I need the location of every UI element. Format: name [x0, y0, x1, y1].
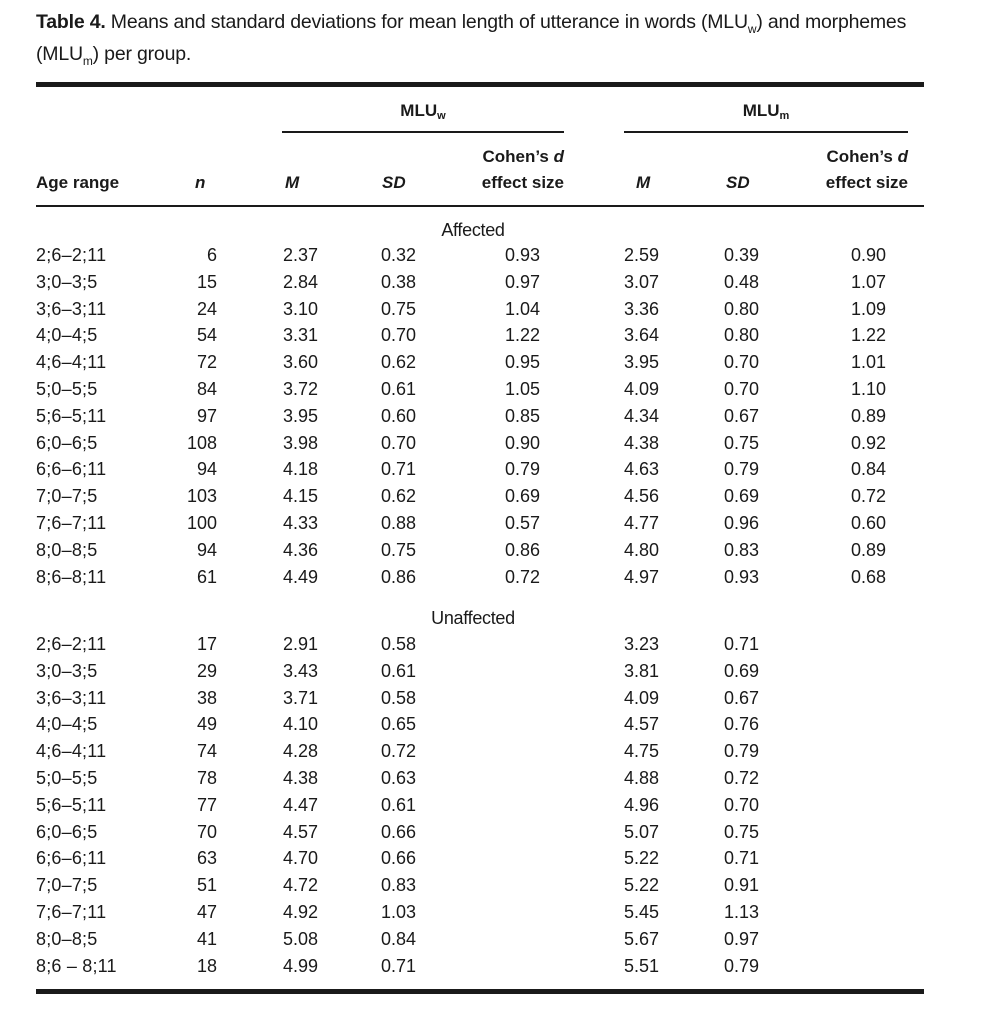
table-row: [0, 376, 1000, 403]
mlu-w-mean-cell: 2.37: [283, 245, 319, 265]
table-row: [0, 296, 1000, 323]
mlu-m-sd-cell: 0.67: [724, 687, 760, 708]
col-header-n: n: [195, 173, 206, 192]
mlu-m-cohens-d-cell: 0.68: [850, 566, 886, 587]
mlu-m-sd-cell: 0.79: [724, 955, 760, 976]
caption-sub-w: w: [747, 21, 757, 36]
mlu-m-mean-cell: 5.45: [624, 902, 660, 922]
age-cell: 6;0–6;5: [36, 821, 98, 842]
n-cell: 94: [196, 459, 217, 480]
m-effect-size: effect size: [825, 173, 908, 192]
mlu-m-sd-cell: 0.70: [724, 352, 760, 373]
mlu-w-mean-cell: 3.98: [283, 432, 319, 453]
age-cell: 5;6–5;11: [36, 405, 107, 426]
mlu-m-sd-cell: 0.75: [724, 821, 760, 842]
age-cell: 6;6–6;11: [36, 459, 107, 480]
mlu-w-mean-cell: 4.47: [283, 794, 319, 815]
caption-sub-m: m: [82, 53, 93, 68]
n-cell: 78: [196, 768, 217, 788]
mlu-w-cohens-d-cell: 0.69: [504, 486, 540, 507]
mlu-w-group-header: [282, 100, 564, 127]
age-cell: 4;0–4;5: [36, 325, 98, 346]
n-cell: 77: [196, 794, 217, 815]
age-cell: 3;6–3;11: [36, 687, 107, 708]
age-cell: 8;6–8;11: [36, 566, 107, 587]
mlu-m-mean-cell: 5.07: [624, 821, 660, 842]
age-cell: 8;0–8;5: [36, 539, 98, 560]
mlu-m-cohens-d-cell: 1.01: [850, 352, 886, 373]
mlu-w-sd-cell: 0.38: [381, 271, 417, 292]
mlu-w-mean-cell: 4.92: [283, 902, 319, 922]
mlu-w-mean-cell: 3.72: [283, 379, 319, 399]
mlu-m-cohens-d-cell: 1.22: [850, 325, 886, 346]
mlu-w-sd-cell: 0.63: [381, 768, 417, 788]
n-cell: 97: [196, 405, 217, 426]
mlu-m-sd-cell: 0.75: [724, 432, 760, 453]
age-cell: 4;0–4;5: [36, 714, 98, 735]
mlu-w-sd-cell: 0.61: [381, 794, 417, 815]
section-title-affected: Affected: [441, 220, 505, 240]
mlu-m-mean-cell: 4.56: [624, 486, 660, 507]
mlu-m-subrule: [624, 131, 908, 133]
top-rule: [36, 82, 924, 87]
table-row: [0, 510, 1000, 537]
mlu-w-sd-cell: 0.61: [381, 379, 417, 399]
mlu-m-mean-cell: 4.96: [624, 794, 660, 815]
mlu-w-cohens-d-cell: 1.22: [504, 325, 540, 346]
mlu-w-mean-cell: 4.49: [283, 566, 319, 587]
mlu-w-mean-cell: 2.91: [283, 634, 319, 654]
mlu-w-mean-cell: 4.57: [283, 821, 319, 842]
mlu-w-mean-cell: 3.10: [283, 298, 319, 319]
mlu-w-mean-cell: 4.10: [283, 714, 319, 735]
mlu-m-cohens-d-cell: 0.90: [850, 245, 886, 265]
col-header-m-cohens-d: [784, 144, 908, 196]
n-cell: 84: [196, 379, 217, 399]
mlu-w-sd-cell: 0.58: [381, 687, 417, 708]
mlu-m-sd-cell: 0.80: [724, 325, 760, 346]
mlu-w-cohens-d-cell: 0.57: [504, 513, 540, 533]
mlu-m-sd-cell: 0.70: [724, 379, 760, 399]
bottom-rule: [36, 989, 924, 994]
mlu-m-group-header: [624, 100, 908, 127]
n-cell: 18: [196, 955, 217, 976]
caption-text-3: ) per group.: [92, 42, 192, 65]
n-cell: 61: [196, 566, 217, 587]
col-header-w-mean: M: [285, 173, 300, 192]
table-row: [0, 537, 1000, 564]
mlu-m-label: MLU: [742, 101, 780, 120]
mlu-m-mean-cell: 4.34: [624, 405, 660, 426]
mlu-w-mean-cell: 4.18: [283, 459, 319, 480]
col-header-age-range: Age range: [36, 173, 120, 192]
mlu-w-mean-cell: 3.43: [283, 660, 319, 681]
mlu-m-mean-cell: 3.95: [624, 352, 660, 373]
mlu-m-sd-cell: 0.79: [724, 459, 760, 480]
mlu-m-mean-cell: 3.64: [624, 325, 660, 346]
mlu-m-cohens-d-cell: 0.92: [850, 432, 886, 453]
mlu-m-sd-cell: 0.83: [724, 539, 760, 560]
m-cohens-d-letter: d: [897, 147, 908, 166]
mlu-m-mean-cell: 3.81: [624, 660, 660, 681]
table-row: [0, 765, 1000, 792]
mlu-w-mean-cell: 4.99: [283, 955, 319, 976]
w-cohens-prefix: Cohen’s: [482, 147, 554, 166]
col-header-w-sd: SD: [382, 173, 406, 192]
n-cell: 47: [196, 902, 217, 922]
mlu-w-sd-cell: 0.84: [381, 928, 417, 949]
age-cell: 7;6–7;11: [36, 902, 107, 922]
n-cell: 54: [196, 325, 217, 346]
mlu-m-mean-cell: 4.80: [624, 539, 660, 560]
table-row: [0, 658, 1000, 685]
mlu-m-sd-cell: 0.76: [724, 714, 760, 735]
table-row: [0, 872, 1000, 899]
mlu-w-sd-cell: 0.66: [381, 821, 417, 842]
mlu-w-mean-cell: 4.33: [283, 513, 319, 533]
mlu-m-sd-cell: 1.13: [724, 902, 760, 922]
mlu-w-mean-cell: 3.71: [283, 687, 319, 708]
mlu-w-mean-cell: 5.08: [283, 928, 319, 949]
col-header-w-cohens-d: [440, 144, 564, 196]
mlu-w-mean-cell: 4.38: [283, 768, 319, 788]
n-cell: 94: [196, 539, 217, 560]
mlu-m-mean-cell: 4.57: [624, 714, 660, 735]
mlu-w-mean-cell: 4.28: [283, 741, 319, 762]
mlu-w-cohens-d-cell: 0.72: [504, 566, 540, 587]
table-caption: [36, 10, 936, 74]
age-cell: 2;6–2;11: [36, 634, 107, 654]
table-row: [0, 322, 1000, 349]
mlu-w-sd-cell: 0.60: [381, 405, 417, 426]
mlu-m-mean-cell: 4.88: [624, 768, 660, 788]
mlu-m-mean-cell: 4.97: [624, 566, 660, 587]
mlu-w-mean-cell: 4.36: [283, 539, 319, 560]
mlu-w-cohens-d-cell: 0.97: [504, 271, 540, 292]
mlu-w-sd-cell: 0.75: [381, 298, 417, 319]
table-row: [0, 269, 1000, 296]
n-cell: 72: [196, 352, 217, 373]
n-cell: 70: [196, 821, 217, 842]
age-cell: 6;6–6;11: [36, 848, 107, 869]
mlu-m-sd-cell: 0.97: [724, 928, 760, 949]
mlu-w-cohens-d-cell: 0.86: [504, 539, 540, 560]
mlu-m-sd-cell: 0.79: [724, 741, 760, 762]
age-cell: 5;0–5;5: [36, 768, 98, 788]
n-cell: 29: [196, 660, 217, 681]
age-cell: 7;0–7;5: [36, 486, 98, 507]
mlu-w-mean-cell: 4.70: [283, 848, 319, 869]
table-row: [0, 456, 1000, 483]
mlu-m-mean-cell: 5.22: [624, 848, 660, 869]
mlu-w-mean-cell: 3.31: [283, 325, 319, 346]
table-row: [0, 738, 1000, 765]
table-row: [0, 564, 1000, 591]
mlu-w-sd-cell: 0.58: [381, 634, 417, 654]
col-header-m-sd: SD: [726, 173, 750, 192]
mlu-m-mean-cell: 3.07: [624, 271, 660, 292]
mlu-m-sd-cell: 0.80: [724, 298, 760, 319]
mlu-w-subrule: [282, 131, 564, 133]
n-cell: 49: [196, 714, 217, 735]
mlu-m-sd-cell: 0.70: [724, 794, 760, 815]
table-row: [0, 349, 1000, 376]
mlu-w-label: MLU: [400, 101, 438, 120]
n-cell: 15: [196, 271, 217, 292]
mlu-w-cohens-d-cell: 0.95: [504, 352, 540, 373]
age-cell: 4;6–4;11: [36, 741, 107, 762]
mlu-m-mean-cell: 2.59: [624, 245, 660, 265]
n-cell: 51: [196, 875, 217, 896]
mlu-w-cohens-d-cell: 0.79: [504, 459, 540, 480]
age-cell: 4;6–4;11: [36, 352, 107, 373]
n-cell: 103: [186, 486, 217, 507]
age-cell: 3;0–3;5: [36, 271, 98, 292]
mlu-m-mean-cell: 5.67: [624, 928, 660, 949]
age-cell: 3;0–3;5: [36, 660, 98, 681]
table-row: [0, 819, 1000, 846]
mlu-w-cohens-d-cell: 1.04: [504, 298, 540, 319]
mlu-w-mean-cell: 2.84: [283, 271, 319, 292]
mlu-w-sd-cell: 0.75: [381, 539, 417, 560]
age-cell: 2;6–2;11: [36, 245, 107, 265]
table-row: [0, 711, 1000, 738]
section-title-unaffected: Unaffected: [431, 608, 515, 628]
table-row: [0, 926, 1000, 953]
mlu-w-sd-cell: 0.86: [381, 566, 417, 587]
mlu-m-cohens-d-cell: 0.89: [850, 539, 886, 560]
mlu-m-mean-cell: 4.63: [624, 459, 660, 480]
mlu-m-cohens-d-cell: 1.09: [850, 298, 886, 319]
mlu-m-sd-cell: 0.96: [724, 513, 760, 533]
age-cell: 6;0–6;5: [36, 432, 98, 453]
mlu-m-cohens-d-cell: 1.07: [850, 271, 886, 292]
mlu-m-cohens-d-cell: 0.89: [850, 405, 886, 426]
n-cell: 100: [186, 513, 217, 533]
n-cell: 6: [206, 245, 217, 265]
n-cell: 41: [196, 928, 217, 949]
age-cell: 5;0–5;5: [36, 379, 98, 399]
table-row: [0, 792, 1000, 819]
age-cell: 8;0–8;5: [36, 928, 98, 949]
mlu-w-sd-cell: 0.83: [381, 875, 417, 896]
mlu-m-cohens-d-cell: 1.10: [850, 379, 886, 399]
col-header-m-mean: M: [636, 173, 651, 192]
mlu-m-mean-cell: 3.23: [624, 634, 660, 654]
mlu-w-sd-cell: 0.70: [381, 325, 417, 346]
n-cell: 17: [196, 634, 217, 654]
mlu-w-cohens-d-cell: 1.05: [504, 379, 540, 399]
mlu-w-sd-cell: 0.61: [381, 660, 417, 681]
mlu-w-mean-cell: 3.95: [283, 405, 319, 426]
mlu-w-sd-cell: 0.62: [381, 486, 417, 507]
mlu-w-sd-cell: 0.66: [381, 848, 417, 869]
mlu-m-cohens-d-cell: 0.84: [850, 459, 886, 480]
age-cell: 3;6–3;11: [36, 298, 107, 319]
mlu-w-cohens-d-cell: 0.90: [504, 432, 540, 453]
table-row: [0, 685, 1000, 712]
table-row: [0, 631, 1000, 658]
mlu-m-mean-cell: 3.36: [624, 298, 660, 319]
mlu-m-sd-cell: 0.69: [724, 486, 760, 507]
table-label: Table 4.: [36, 11, 106, 33]
n-cell: 24: [196, 298, 217, 319]
table-row: [0, 953, 1000, 980]
table-row: [0, 483, 1000, 510]
age-cell: 7;0–7;5: [36, 875, 98, 896]
n-cell: 38: [196, 687, 217, 708]
age-cell: 8;6 – 8;11: [36, 955, 117, 976]
mlu-w-sd-cell: 0.72: [381, 741, 417, 762]
mlu-w-mean-cell: 3.60: [283, 352, 319, 373]
mlu-m-mean-cell: 4.09: [624, 379, 660, 399]
mlu-w-mean-cell: 4.72: [283, 875, 319, 896]
mlu-w-sd-cell: 0.70: [381, 432, 417, 453]
table-row: [0, 430, 1000, 457]
w-cohens-d-letter: d: [553, 147, 564, 166]
mlu-m-cohens-d-cell: 0.60: [850, 513, 886, 533]
mlu-w-cohens-d-cell: 0.93: [504, 245, 540, 265]
table-row: [0, 845, 1000, 872]
mlu-m-sd-cell: 0.71: [724, 634, 760, 654]
caption-text-1: Means and standard deviations for mean length of utterance in words (MLU: [105, 11, 748, 33]
age-cell: 7;6–7;11: [36, 513, 107, 533]
n-cell: 108: [186, 432, 217, 453]
table-row: [0, 899, 1000, 926]
mlu-m-sd-cell: 0.67: [724, 405, 760, 426]
mlu-w-sub: w: [437, 110, 446, 122]
mlu-m-sd-cell: 0.71: [724, 848, 760, 869]
mlu-m-mean-cell: 4.75: [624, 741, 660, 762]
mlu-m-mean-cell: 5.51: [624, 955, 660, 976]
n-cell: 63: [196, 848, 217, 869]
mlu-m-sd-cell: 0.48: [724, 271, 760, 292]
mlu-m-sd-cell: 0.72: [724, 768, 760, 788]
w-effect-size: effect size: [481, 173, 564, 192]
m-cohens-prefix: Cohen’s: [826, 147, 898, 166]
age-cell: 5;6–5;11: [36, 794, 107, 815]
mlu-w-sd-cell: 0.62: [381, 352, 417, 373]
mlu-m-mean-cell: 4.09: [624, 687, 660, 708]
n-cell: 74: [196, 741, 217, 762]
header-rule: [36, 205, 924, 207]
mlu-m-sd-cell: 0.39: [724, 245, 760, 265]
mlu-w-sd-cell: 0.65: [381, 714, 417, 735]
mlu-m-sd-cell: 0.93: [724, 566, 760, 587]
mlu-m-mean-cell: 4.38: [624, 432, 660, 453]
caption-text-2: ) and morphemes (MLU: [36, 11, 907, 65]
table-row: [0, 403, 1000, 430]
mlu-w-mean-cell: 4.15: [283, 486, 319, 507]
table-row: [0, 242, 1000, 269]
mlu-w-sd-cell: 0.32: [381, 245, 417, 265]
mlu-w-sd-cell: 1.03: [381, 902, 417, 922]
mlu-m-mean-cell: 4.77: [624, 513, 660, 533]
mlu-w-sd-cell: 0.71: [381, 955, 417, 976]
mlu-w-cohens-d-cell: 0.85: [504, 405, 540, 426]
mlu-m-sd-cell: 0.69: [724, 660, 760, 681]
mlu-w-sd-cell: 0.88: [381, 513, 417, 533]
mlu-m-sub: m: [779, 110, 790, 122]
mlu-m-cohens-d-cell: 0.72: [850, 486, 886, 507]
mlu-w-sd-cell: 0.71: [381, 459, 417, 480]
mlu-m-mean-cell: 5.22: [624, 875, 660, 896]
mlu-m-sd-cell: 0.91: [724, 875, 760, 896]
